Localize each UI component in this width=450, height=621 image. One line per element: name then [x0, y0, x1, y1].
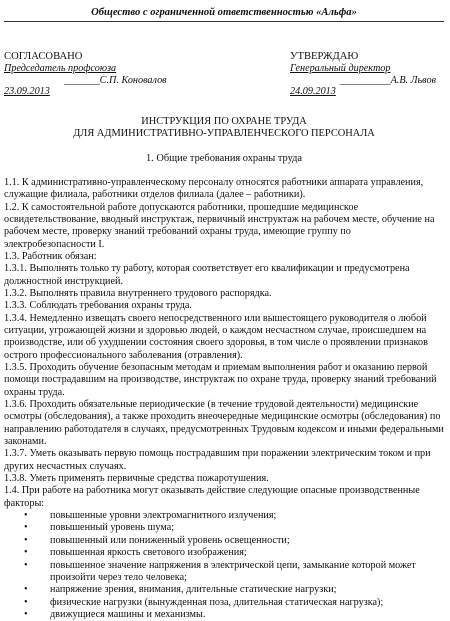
- approval-agreed-date: 23.09.2013: [4, 86, 50, 97]
- paragraph: 1.3.3. Соблюдать требования охраны труда.: [4, 300, 192, 312]
- section-title: 1. Общие требования охраны труда: [145, 152, 303, 164]
- list-item-text: движущиеся машины и механизмы.: [50, 608, 206, 620]
- list-item: [24, 584, 444, 596]
- approval-approve-signer: А.В. Львов: [390, 74, 436, 86]
- list-item-text: повышенный или пониженный уровень освещенности;: [50, 534, 290, 546]
- bullet-icon: •: [24, 510, 28, 522]
- list-item: [24, 547, 444, 559]
- list-item: [24, 535, 444, 547]
- approval-agreed-block: [4, 51, 204, 98]
- approval-agreed-signer: С.П. Коновалов: [99, 74, 167, 86]
- document-title: [4, 116, 444, 141]
- document-title-line-2: ДЛЯ АДМИНИСТРАТИВНО-УПРАВЛЕНЧЕСКОГО ПЕРСОНАЛА: [73, 128, 375, 139]
- paragraph: 1.3.7. Уметь оказывать первую помощь пострадавшим при поражении электрическим током и при других несчастных случаях.: [4, 448, 431, 472]
- document-title-line-1: ИНСТРУКЦИЯ ПО ОХРАНЕ ТРУДА: [141, 115, 307, 127]
- paragraph: 1.3.1. Выполнять только ту работу, которая соответствует его квалификации и предусмотрена должностной инструкцией.: [4, 263, 410, 287]
- list-item: [24, 522, 444, 534]
- bullet-icon: •: [24, 547, 28, 559]
- paragraph: 1.4. При работе на работника могут оказывать действие следующие опасные производственные факторы:: [4, 485, 420, 509]
- organization-name: Общество с ограниченной ответственностью «Альфа»: [91, 7, 357, 18]
- paragraph: 1.3. Работник обязан:: [4, 250, 97, 262]
- document-page: [0, 6, 450, 620]
- approval-approve-block: [290, 51, 436, 98]
- hazard-bullet-list: [4, 510, 444, 621]
- header-divider: [4, 21, 444, 22]
- list-item-text: физические нагрузки (вынужденная поза, длительная статическая нагрузка);: [50, 596, 384, 608]
- list-item: [24, 560, 444, 585]
- bullet-icon: •: [24, 522, 28, 534]
- list-item-text: повышенное значение напряжения в электрической цепи, замыкание которой может произойти через тело человека;: [50, 559, 416, 583]
- bullet-icon: •: [24, 584, 28, 596]
- list-item: [24, 609, 444, 621]
- paragraph: 1.2. К самостоятельной работе допускаются работники, прошедшие медицинское освидетельствование, вводный инструктаж, первичный инструктаж на рабочем месте, обучение на рабочем месте, проверку знаний требований охраны труда, имеющие группу по электробезопасности I.: [4, 201, 435, 250]
- paragraph: 1.3.5. Проходить обучение безопасным методам и приемам выполнения работ и оказанию первой помощи пострадавшим на производстве, инструктаж по охране труда, проверку знаний требований охраны труда.: [4, 362, 437, 398]
- approval-agreed-role: Председатель профсоюза: [4, 63, 117, 74]
- approval-approve-title: УТВЕРЖДАЮ: [290, 51, 359, 62]
- list-item-text: повышенные уровни электромагнитного излучения;: [50, 510, 277, 522]
- approval-agreed-title: СОГЛАСОВАНО: [4, 51, 83, 62]
- bullet-icon: •: [24, 534, 28, 546]
- paragraph: 1.1. К административно-управленческому персоналу относятся работники аппарата управления, служащие филиала, работники отделов филиала (далее – работники).: [4, 176, 424, 201]
- paragraph: 1.3.6. Проходить обязательные периодические (в течение трудовой деятельности) медицинские осмотры (обследования), а также проходить внеочередные медицинские осмотры (обследования) по направлению работодателя в случаях, предусмотренных Трудовым кодексом и иными федеральными законами.: [4, 399, 444, 448]
- approval-approve-role: Генеральный директор: [290, 63, 391, 74]
- bullet-icon: •: [24, 596, 28, 608]
- bullet-icon: •: [24, 608, 28, 620]
- bullet-icon: •: [24, 559, 28, 571]
- approval-approve-signature: __________А.В. Львов: [339, 74, 436, 86]
- list-item-text: повышенная яркость светового изображения;: [50, 547, 247, 559]
- paragraph: 1.3.2. Выполнять правила внутреннего трудового распорядка.: [4, 287, 272, 299]
- approval-approve-date: 24.09.2013: [290, 86, 336, 97]
- paragraph: 1.3.4. Немедленно извещать своего непосредственного или вышестоящего руководителя о любой ситуации, угрожающей жизни и здоровью людей, о каждом несчастном случае, происшедшем на производстве, или об ухудшении состояния своего здоровья, в том числе о проявлении признаков острого профессионального заболевания (отравления).: [4, 312, 428, 361]
- list-item: [24, 510, 444, 522]
- list-item-text: повышенный уровень шума;: [50, 522, 175, 534]
- approval-agreed-signature: _______С.П. Коновалов: [64, 74, 167, 86]
- paragraph-list: [4, 177, 444, 510]
- approval-section: [4, 51, 444, 98]
- paragraph: 1.3.8. Уметь применять первичные средства пожаротушения.: [4, 473, 269, 485]
- list-item: [24, 597, 444, 609]
- list-item-text: напряжение зрения, внимания, длительные статические нагрузки;: [50, 584, 337, 596]
